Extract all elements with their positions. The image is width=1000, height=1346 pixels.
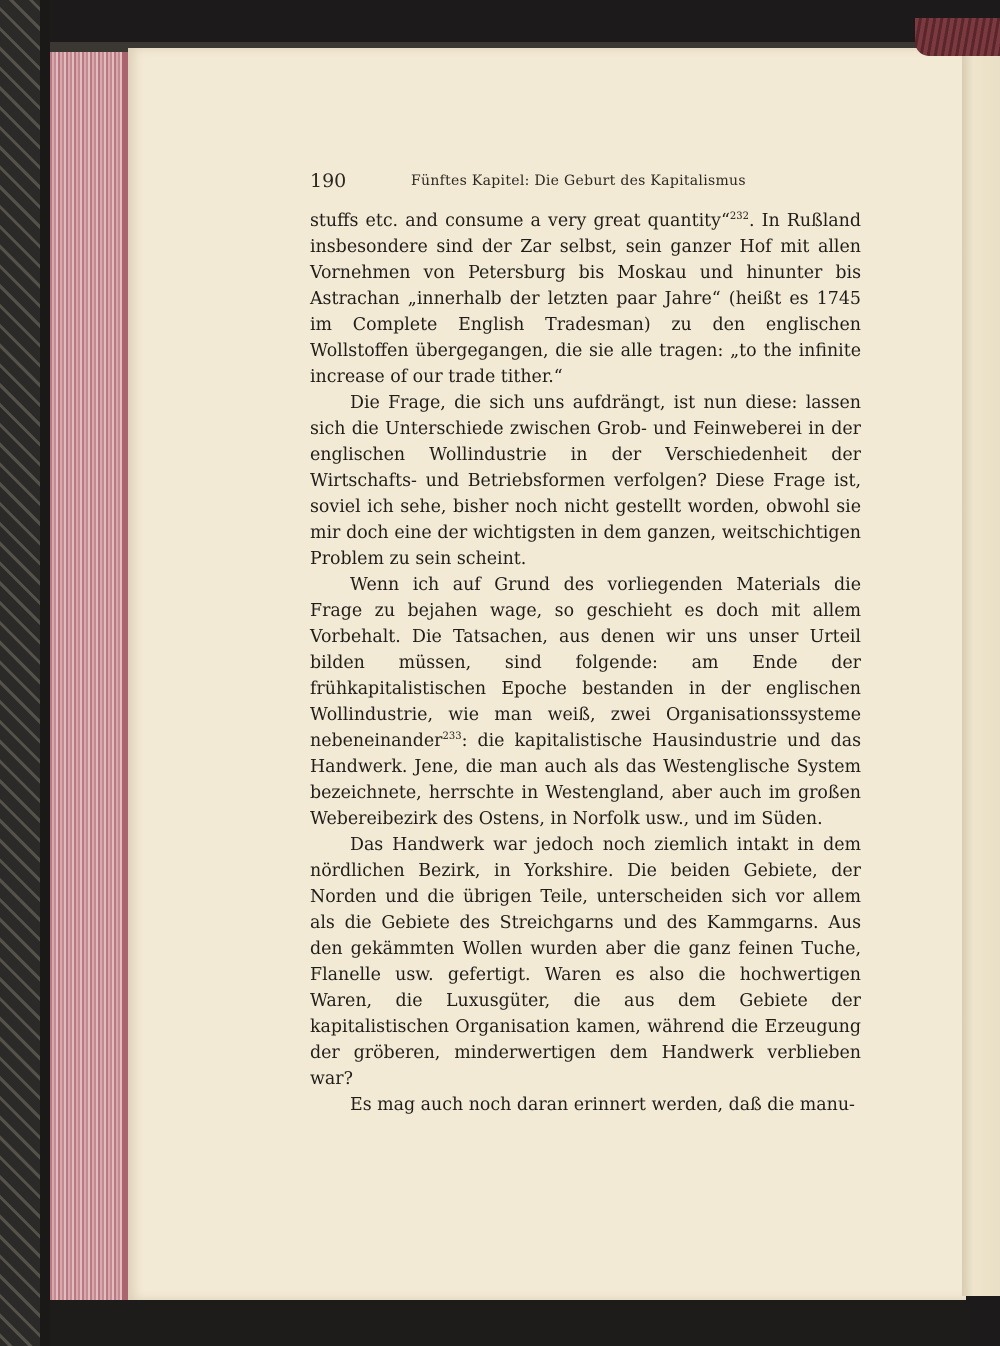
footnote-ref: 232 [729, 211, 749, 222]
body-text [310, 208, 861, 1118]
paragraph-text: . In Rußland insbesondere sind der Zar selbst, sein ganzer Hof mit allen Vornehmen von Petersburg bis Moskau und hinunter bis Astrachan „innerhalb der letzten paar Jahre“ (heißt es 1745 im Complete English Tradesman) zu den englischen Wollstoffen übergegangen, die sie alle tragen: „to the infinite increase of our trade tither.“ [310, 211, 861, 387]
paragraph: Das Handwerk war jedoch noch ziemlich intakt in dem nördlichen Bezirk, in Yorkshire. Die beiden Gebiete, der Norden und die übrigen Teile, unterscheiden sich vor allem als die Gebiete des Streichgarns und des Kammgarns. Aus den gekämmten Wollen wurden aber die ganz feinen Tuche, Flanelle usw. gefertigt. Waren es also die hochwertigen Waren, die Luxusgüter, die aus dem Gebiete der kapitalistischen Organisation kamen, während die Erzeugung der gröberen, minderwertigen dem Handwerk verblieben war? [310, 835, 861, 1089]
facing-page-edge [962, 56, 1000, 1296]
bookmark-ribbon [915, 18, 1000, 56]
book-cover-edge [0, 0, 50, 1346]
page-header [310, 170, 870, 194]
paragraph-last: Es mag auch noch daran erinnert werden, daß die manu- [350, 1095, 855, 1115]
page-number: 190 [310, 170, 347, 192]
paragraph-text: Wenn ich auf Grund des vorliegenden Materials die Frage zu bejahen wage, so geschieht es doch mit allem Vorbehalt. Die Tatsachen, aus denen wir uns unser Urteil bilden müssen, sind folgende: am Ende der frühkapitalistischen Epoche bestanden in der englischen Wollindustrie, wie man weiß, zwei Organisationssysteme nebeneinander [310, 575, 861, 751]
footnote-ref: 233 [442, 731, 462, 742]
page-stack-edge [50, 52, 128, 1300]
paragraph-text: stuffs etc. and consume a very great quantity“ [310, 211, 730, 231]
paragraph-continuation [310, 208, 861, 390]
paragraph: Die Frage, die sich uns aufdrängt, ist nun diese: lassen sich die Unterschiede zwischen Grob- und Feinweberei in der englischen Wollindustrie in der Verschiedenheit der Wirtschafts- und Betriebsformen verfolgen? Diese Frage ist, soviel ich sehe, bisher noch nicht gestellt worden, obwohl sie mir doch eine der wichtigsten in dem ganzen, weitschichtigen Problem zu sein scheint. [310, 393, 861, 569]
paragraph [310, 572, 861, 832]
running-head: Fünftes Kapitel: Die Geburt des Kapitalismus [411, 173, 746, 189]
paragraph-text: : die kapitalistische Hausindustrie und das Handwerk. Jene, die man auch als das Westenglische System bezeichnete, herrschte in Westengland, aber auch im großen Webereibezirk des Ostens, in Norfolk usw., und im Süden. [310, 731, 861, 829]
book-bottom-edge [50, 1300, 970, 1346]
